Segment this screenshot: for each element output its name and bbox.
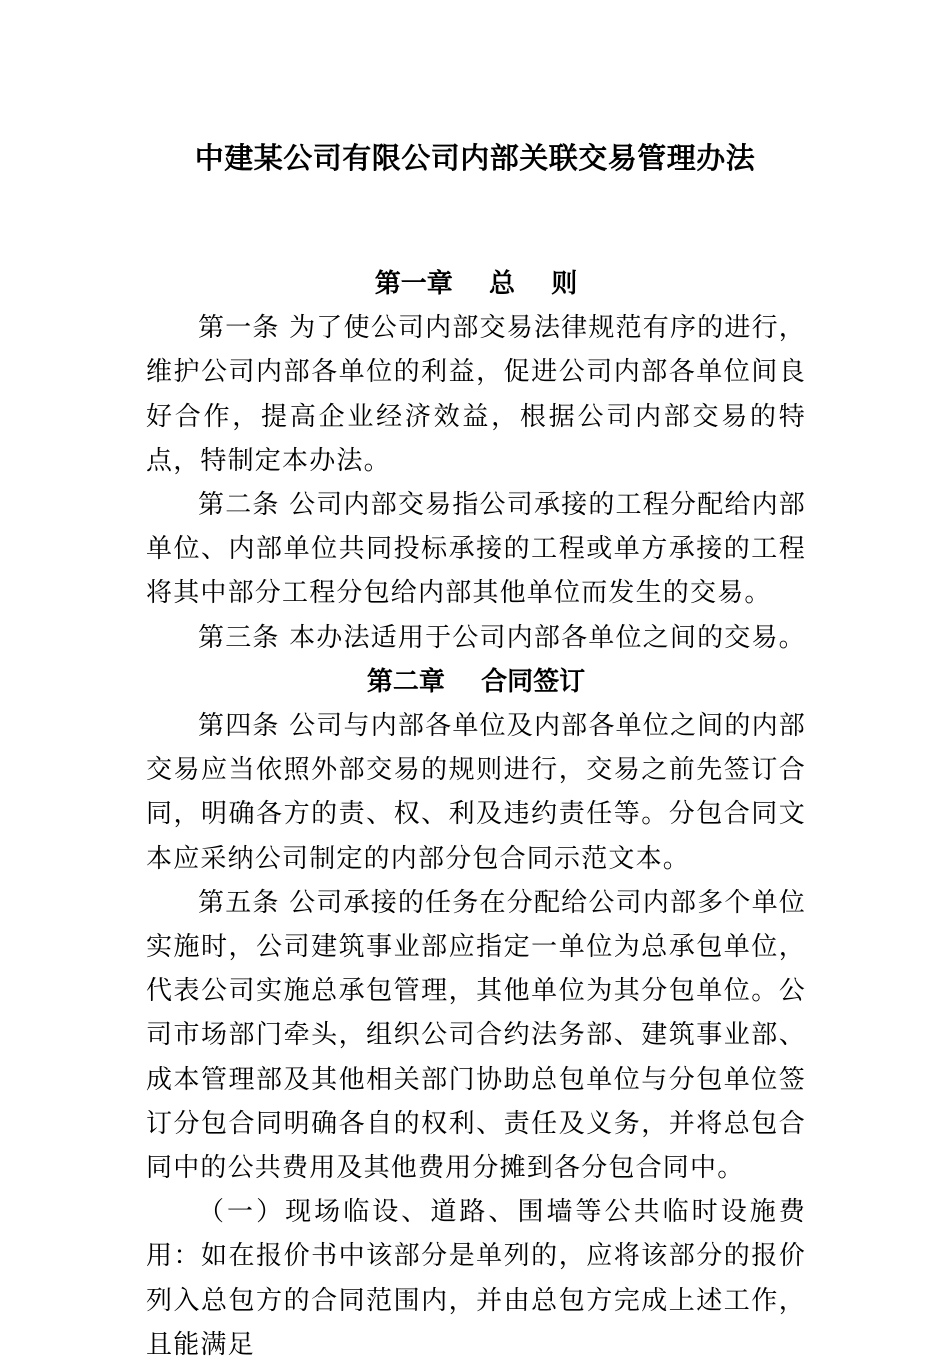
article-5-item-1: （一）现场临设、道路、围墙等公共临时设施费用：如在报价书中该部分是单列的，应将该部分的报价列入总包方的合同范围内，并由总包方完成上述工作，且能满足 xyxy=(146,1197,806,1360)
document-title: 中建某公司有限公司内部关联交易管理办法 xyxy=(194,141,756,175)
article-4: 第四条 公司与内部各单位及内部各单位之间的内部交易应当依照外部交易的规则进行，交易之前先签订合同，明确各方的责、权、利及违约责任等。分包合同文本应采纳公司制定的内部分包合同示范文本。 xyxy=(146,711,806,874)
article-5: 第五条 公司承接的任务在分配给公司内部多个单位实施时，公司建筑事业部应指定一单位为总承包单位，代表公司实施总承包管理，其他单位为其分包单位。公司市场部门牵头，组织公司合约法务部、建筑事业部、成本管理部及其他相关部门协助总包单位与分包单位签订分包合同明确各自的权利、责任及义务，并将总包合同中的公共费用及其他费用分摊到各分包合同中。 xyxy=(146,887,806,1184)
document-body xyxy=(146,262,806,1367)
chapter-1-heading: 第一章 总 则 xyxy=(374,269,578,299)
chapter-2-heading: 第二章 合同签订 xyxy=(366,666,586,697)
article-3: 第三条 本办法适用于公司内部各单位之间的交易。 xyxy=(198,622,806,653)
article-1: 第一条 为了使公司内部交易法律规范有序的进行，维护公司内部各单位的利益，促进公司内部各单位间良好合作，提高企业经济效益，根据公司内部交易的特点，特制定本办法。 xyxy=(146,313,806,476)
article-2: 第二条 公司内部交易指公司承接的工程分配给内部单位、内部单位共同投标承接的工程或单方承接的工程将其中部分工程分包给内部其他单位而发生的交易。 xyxy=(146,490,806,609)
